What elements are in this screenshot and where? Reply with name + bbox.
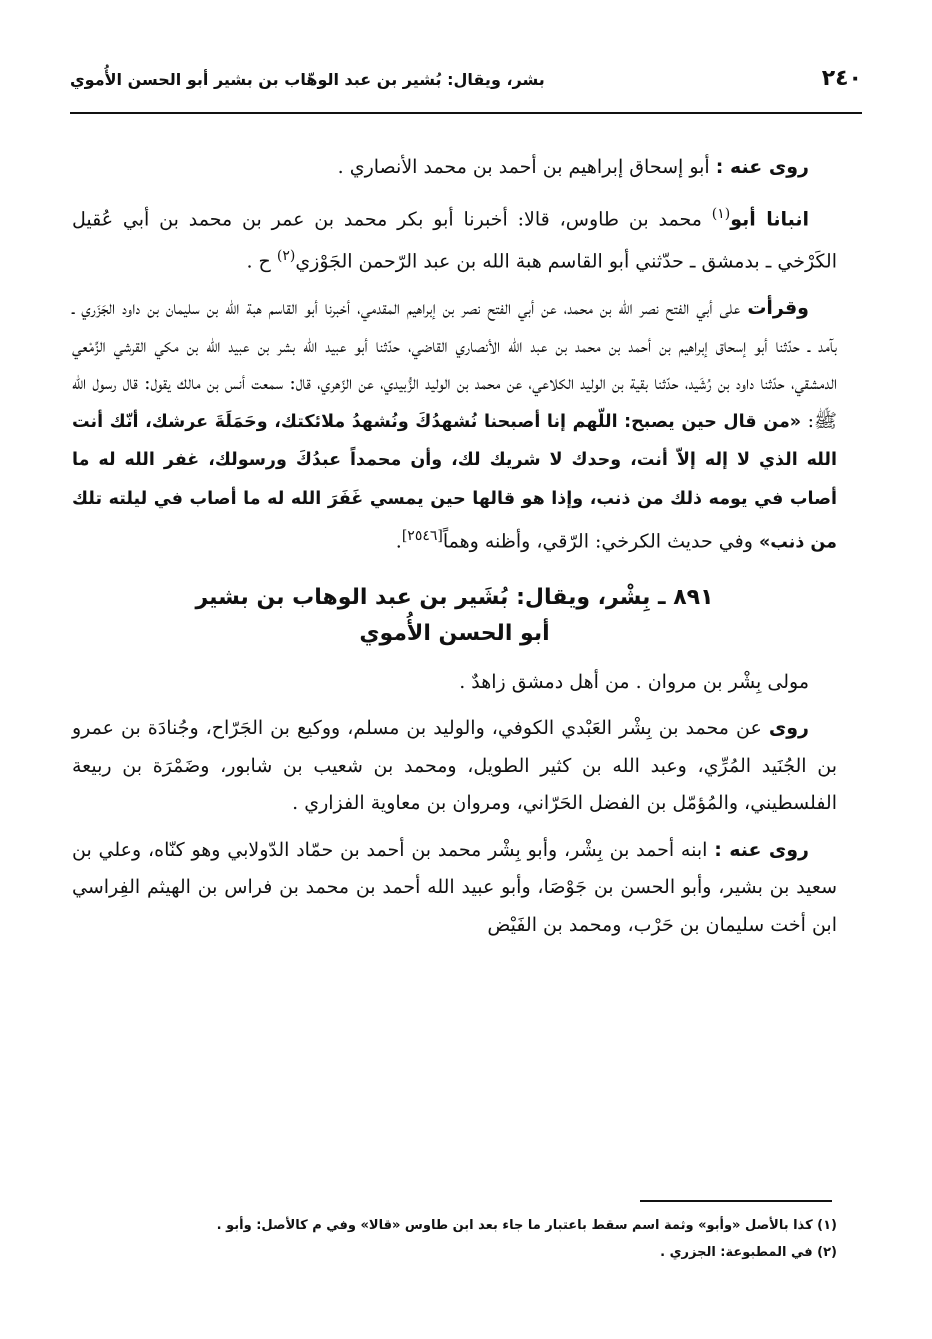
paragraph-tail: وفي حديث الكرخي: الرّقي، وأظنه وهماً xyxy=(442,530,759,553)
entry-intro: مولى بِشْر بن مروان . من أهل دمشق زاهدٌ . xyxy=(459,670,809,693)
footnote-ref-2: (٢) xyxy=(276,248,296,265)
paragraph-isnad-2 xyxy=(72,290,837,562)
entry-heading xyxy=(72,580,837,652)
paragraph-isnad-1 xyxy=(72,196,837,282)
paragraph-lead: روى عنه : xyxy=(714,838,809,861)
paragraph-lead: روى xyxy=(768,717,809,740)
paragraph-lead: انبانا أبو xyxy=(730,207,809,230)
footnote-ref-1: (١) xyxy=(711,205,731,222)
paragraph-text: ابنه أحمد بن بِشْر، وأبو بِشْر محمد بن أحمد بن حمّاد الدّولابي وهو كنّاه، وعلي بن سعيد بن بشير، وأبو الحسن بن جَوْصَا، وأبو عبيد الله أحمد بن محمد بن فراس بن الهيثم الفِراسي ابن أخت سليمان بن حَرْب، ومحمد بن الفَيْض xyxy=(72,838,837,936)
paragraph-text: عن محمد بن بِشْر العَبْدي الكوفي، والوليد بن مسلم، ووكيع بن الجَرّاح، وجُنادَة بن عمرو بن الجُنَيد المُرِّي، وعبد الله بن كثير الطويل، ومحمد بن شعيب بن شابور، وضَمْرَة بن ربيعة الفلسطيني، والمُؤمّل بن الفضل الحَرّاني، ومروان بن معاوية الفزاري . xyxy=(72,717,837,815)
main-text xyxy=(72,140,837,944)
entry-title-line-1: ٨٩١ ـ بِشْر، ويقال: بُشَير بن عبد الوهاب بن بشير xyxy=(195,584,714,610)
paragraph-narrators-from-2 xyxy=(72,832,837,945)
paragraph-text-end: ح . xyxy=(246,250,277,273)
paragraph-lead: روى عنه : xyxy=(715,156,809,178)
entry-title-line-2: أبو الحسن الأُموي xyxy=(359,620,550,646)
hadith-reference-number: [٢٥٤٦] xyxy=(401,528,443,545)
footnote-2: (٢) في المطبوعة: الجزري . xyxy=(660,1245,837,1260)
hadith-text: «من قال حين يصبح: اللّهم إنا أصبحنا نُشهدُكَ ونُشهدُ ملائكتك، وحَمَلَةَ عرشك، أنّك أنت الله الذي لا إله إلاّ أنت، وحدك لا شريك لك، وأن محمداً عبدُكَ ورسولك، غفر الله له ما أصاب في يومه ذلك من ذنب، وإذا هو قالها حين يمسي غَفَرَ الله له ما أصاب في ليلته تلك من ذنب» xyxy=(72,411,837,553)
paragraph-text: أبو إسحاق إبراهيم بن أحمد بن محمد الأنصاري . xyxy=(337,156,716,178)
paragraph-text: محمد بن طاوس، قالا: أخبرنا أبو بكر محمد بن عمر بن محمد بن أبي عُقيل الكَرْخي ـ بدمشق ـ حدّثني أبو القاسم هبة الله بن عبد الرّحمن الجَوْزي xyxy=(72,207,837,273)
paragraph-narrated-from xyxy=(72,710,837,823)
footnote-1: (١) كذا بالأصل «وأبو» وثمة اسم سقط باعتبار ما جاء بعد ابن طاوس «قالا» وفي م كالأصل: وأبو . xyxy=(216,1218,837,1233)
paragraph-lead: وقرأت xyxy=(747,297,809,320)
paragraph-text: على أبي الفتح نصر الله بن محمد، عن أبي الفتح نصر بن إبراهيم المقدمي، أخبرنا أبو القاسم هبة الله بن سليمان بن داود الجَزَري ـ بآمد ـ حدّثنا أبو إسحاق إبراهيم بن أحمد بن محمد بن عبد الله الأنصاري القاضي، حدّثنا أبو عبيد الله بشر بن عبيد الله بن مكي القرشي الزِّمْعي الدمشقي، حدّثنا داود بن رُشَيد، حدّثنا بقية بن الوليد الكلاعي، عن محمد بن الوليد الزُّبيدي، عن الزّهري، قال: سمعت أنس بن مالك يقول: قال رسول الله ﷺ: xyxy=(72,297,837,432)
paragraph-end: . xyxy=(395,530,402,553)
page-header xyxy=(70,58,862,106)
footnote-rule xyxy=(640,1200,832,1202)
page-number: ٢٤٠ xyxy=(821,66,862,91)
footnotes xyxy=(72,1212,837,1266)
header-rule xyxy=(70,112,862,114)
paragraph-narrators-from xyxy=(72,149,837,187)
running-title: بشر، ويقال: بُشير بن عبد الوهّاب بن بشير أبو الحسن الأُموي xyxy=(70,70,545,89)
